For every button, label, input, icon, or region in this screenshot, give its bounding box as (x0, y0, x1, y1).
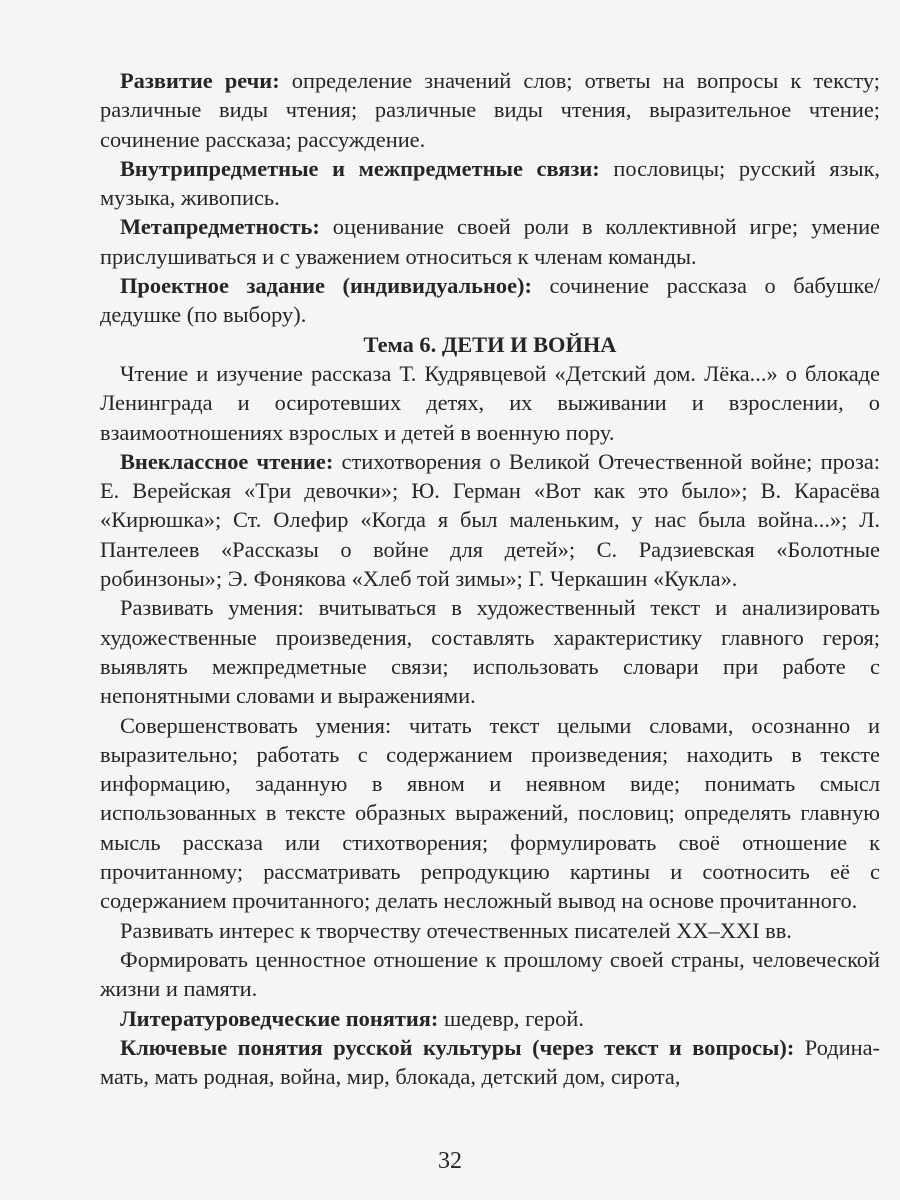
paragraph-text: шедевр, герой. (438, 1005, 584, 1031)
paragraph-text: определение значений слов; ответы на вопросы к тексту; различные виды чтения; различные виды чтения, выразительное чтение; сочинение рассказа; рассуждение. (100, 68, 880, 152)
paragraph-lead: Внутрипредметные и межпредметные связи: (120, 155, 600, 181)
paragraph-lead: Проектное задание (индивидуальное): (120, 273, 532, 299)
paragraph (100, 1004, 880, 1033)
paragraph (100, 1033, 880, 1092)
paragraph-text: Чтение и изучение рассказа Т. Кудрявцевой «Детский дом. Лёка...» о блокаде Ленинграда и осиротевших детях, их выживании и взрослении, о взаимоотношениях взрослых и детей в военную пору. (100, 360, 880, 445)
paragraph (100, 212, 880, 271)
paragraph (100, 916, 880, 945)
paragraph-lead: Развитие речи: (120, 68, 280, 93)
paragraph (100, 593, 880, 710)
paragraph-lead: Внеклассное чтение: (120, 448, 334, 474)
paragraph-text: оценивание своей роли в коллективной игре; умение прислушиваться и с уважением относиться к членам команды. (100, 214, 880, 269)
section-after-heading (100, 359, 880, 1091)
paragraph-lead: Метапредметность: (120, 214, 320, 240)
paragraph (100, 154, 880, 213)
paragraph-lead: Литературоведческие понятия: (120, 1005, 439, 1031)
paragraph-text: пословицы; русский язык, музыка, живопись. (100, 155, 880, 211)
page-number: 32 (438, 1148, 462, 1174)
paragraph (100, 945, 880, 1004)
section-heading: Тема 6. ДЕТИ И ВОЙНА (363, 331, 617, 357)
paragraph (100, 66, 880, 154)
paragraph (100, 359, 880, 447)
paragraph-text: Развивать умения: вчитываться в художественный текст и анализировать художественные произведения, составлять характеристику главного героя; выявлять межпредметные связи; использовать словари при работе с непонятными словами и выражениями. (100, 595, 880, 709)
paragraph-text: Развивать интерес к творчеству отечественных писателей XX–XXI вв. (120, 917, 792, 943)
section-before-heading (100, 66, 880, 330)
paragraph (100, 271, 880, 330)
paragraph-text: сочинение рассказа о бабушке/дедушке (по выбору). (100, 273, 880, 328)
paragraph (100, 711, 880, 916)
paragraph-text: Совершенствовать умения: читать текст целыми словами, осознанно и выразительно; работать с содержанием произведения; находить в тексте информацию, заданную в явном и неявном виде; понимать смысл использованных в тексте образных выражений, пословиц; определять главную мысль рассказа или стихотворения; формулировать своё отношение к прочитанному; рассматривать репродукцию картины и соотносить её с содержанием прочитанного; делать несложный вывод на основе прочитанного. (100, 712, 880, 914)
paragraph-text: Родина-мать, мать родная, война, мир, блокада, детский дом, сирота, (100, 1034, 880, 1090)
page-body (100, 66, 880, 1091)
paragraph (100, 447, 880, 593)
paragraph-text: стихотворения о Великой Отечественной войне; проза: Е. Верейская «Три девочки»; Ю. Герман «Вот как это было»; В. Карасёва «Кирюшка»; Ст. Олефир «Когда я был маленьким, у нас была война...»; Л. Пантелеев «Рассказы о войне для детей»; С. Радзиевская «Болотные робинзоны»; Э. Фонякова «Хлеб той зимы»; Г. Черкашин «Кукла». (100, 448, 880, 592)
paragraph-text: Формировать ценностное отношение к прошлому своей страны, человеческой жизни и памяти. (100, 946, 880, 1002)
paragraph-lead: Ключевые понятия русской культуры (через текст и вопросы): (120, 1034, 795, 1060)
